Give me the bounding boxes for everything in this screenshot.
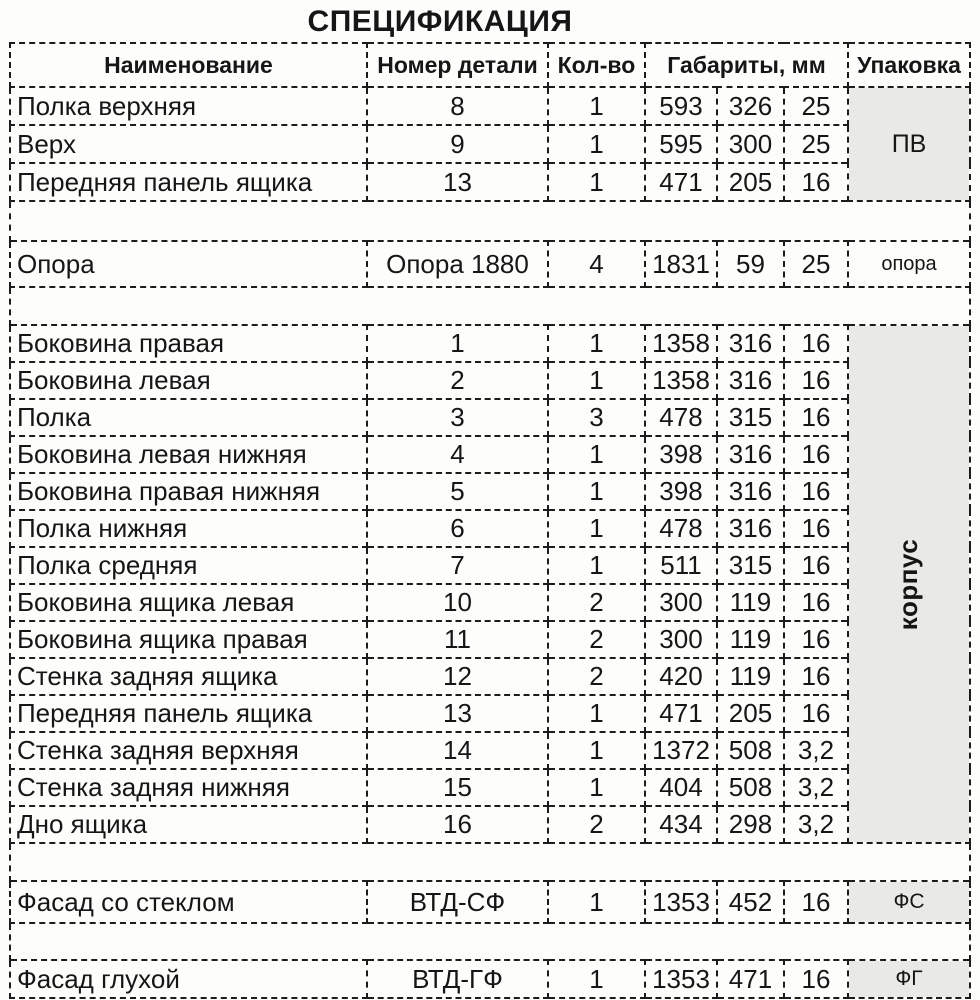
dim-width-cell: 298 — [717, 806, 784, 843]
dim-width-cell: 471 — [717, 960, 784, 998]
table-row — [10, 584, 970, 621]
part-number-cell: 12 — [367, 658, 548, 695]
dim-width-cell: 326 — [717, 87, 784, 125]
dim-thickness-cell: 16 — [784, 510, 848, 547]
dim-length-cell: 1831 — [645, 241, 717, 287]
table-row — [10, 125, 970, 163]
part-number-cell: 16 — [367, 806, 548, 843]
packaging-cell: ФГ — [848, 960, 970, 998]
spacer-cell — [10, 843, 970, 881]
quantity-cell: 2 — [548, 584, 645, 621]
name-cell: Фасад со стеклом — [10, 881, 367, 923]
name-cell: Боковина левая — [10, 362, 367, 399]
dim-width-cell: 316 — [717, 325, 784, 362]
page-title: СПЕЦИФИКАЦИЯ — [307, 5, 573, 38]
table-row — [10, 473, 970, 510]
table-row — [10, 769, 970, 806]
quantity-cell: 1 — [548, 769, 645, 806]
dim-width-cell: 316 — [717, 436, 784, 473]
dim-length-cell: 511 — [645, 547, 717, 584]
table-row — [10, 806, 970, 843]
table-row — [10, 510, 970, 547]
dim-width-cell: 316 — [717, 362, 784, 399]
spacer-row — [10, 843, 970, 881]
table-row — [10, 695, 970, 732]
dim-thickness-cell: 3,2 — [784, 806, 848, 843]
dim-length-cell: 300 — [645, 584, 717, 621]
header-row — [10, 43, 970, 87]
dim-length-cell: 398 — [645, 473, 717, 510]
quantity-cell: 1 — [548, 473, 645, 510]
quantity-cell: 1 — [548, 325, 645, 362]
specification-table — [9, 42, 971, 999]
table-row — [10, 621, 970, 658]
spacer-cell — [10, 287, 970, 325]
dim-thickness-cell: 25 — [784, 241, 848, 287]
name-cell: Передняя панель ящика — [10, 695, 367, 732]
dim-width-cell: 59 — [717, 241, 784, 287]
table-row — [10, 241, 970, 287]
quantity-cell: 1 — [548, 125, 645, 163]
dim-width-cell: 316 — [717, 473, 784, 510]
packaging-cell — [848, 325, 970, 843]
table-row — [10, 87, 970, 125]
name-cell: Полка верхняя — [10, 87, 367, 125]
part-number-cell: ВТД-СФ — [367, 881, 548, 923]
part-number-cell: 2 — [367, 362, 548, 399]
quantity-cell: 3 — [548, 399, 645, 436]
name-cell: Дно ящика — [10, 806, 367, 843]
quantity-cell: 1 — [548, 436, 645, 473]
dim-length-cell: 1358 — [645, 325, 717, 362]
dim-thickness-cell: 16 — [784, 547, 848, 584]
part-number-cell: 7 — [367, 547, 548, 584]
quantity-cell: 1 — [548, 695, 645, 732]
part-number-cell: 6 — [367, 510, 548, 547]
name-cell: Стенка задняя ящика — [10, 658, 367, 695]
dim-length-cell: 398 — [645, 436, 717, 473]
dim-length-cell: 471 — [645, 163, 717, 201]
dim-thickness-cell: 3,2 — [784, 732, 848, 769]
part-number-cell: 4 — [367, 436, 548, 473]
spacer-row — [10, 923, 970, 960]
part-number-cell: 11 — [367, 621, 548, 658]
header-quantity: Кол-во — [548, 43, 645, 87]
part-number-cell: 1 — [367, 325, 548, 362]
dim-length-cell: 1353 — [645, 960, 717, 998]
dim-width-cell: 315 — [717, 399, 784, 436]
part-number-cell: 13 — [367, 163, 548, 201]
quantity-cell: 2 — [548, 806, 645, 843]
table-row — [10, 436, 970, 473]
dim-length-cell: 593 — [645, 87, 717, 125]
quantity-cell: 1 — [548, 510, 645, 547]
dim-width-cell: 508 — [717, 732, 784, 769]
dim-thickness-cell: 16 — [784, 399, 848, 436]
name-cell: Стенка задняя нижняя — [10, 769, 367, 806]
dim-width-cell: 205 — [717, 163, 784, 201]
quantity-cell: 1 — [548, 362, 645, 399]
spacer-cell — [10, 201, 970, 241]
quantity-cell: 1 — [548, 87, 645, 125]
dim-width-cell: 508 — [717, 769, 784, 806]
part-number-cell: 10 — [367, 584, 548, 621]
dim-thickness-cell: 16 — [784, 621, 848, 658]
dim-thickness-cell: 16 — [784, 436, 848, 473]
dim-length-cell: 471 — [645, 695, 717, 732]
packaging-cell: ФС — [848, 881, 970, 923]
quantity-cell: 1 — [548, 163, 645, 201]
name-cell: Боковина ящика правая — [10, 621, 367, 658]
part-number-cell: 3 — [367, 399, 548, 436]
part-number-cell: 5 — [367, 473, 548, 510]
table-row — [10, 325, 970, 362]
packaging-cell: опора — [848, 241, 970, 287]
dim-length-cell: 1353 — [645, 881, 717, 923]
dim-width-cell: 300 — [717, 125, 784, 163]
name-cell: Фасад глухой — [10, 960, 367, 998]
part-number-cell: 14 — [367, 732, 548, 769]
header-name: Наименование — [10, 43, 367, 87]
table-row — [10, 658, 970, 695]
table-row — [10, 399, 970, 436]
dim-length-cell: 434 — [645, 806, 717, 843]
dim-thickness-cell: 16 — [784, 163, 848, 201]
packaging-cell: ПВ — [848, 87, 970, 201]
table-row — [10, 732, 970, 769]
table-row — [10, 163, 970, 201]
header-part-number: Номер детали — [367, 43, 548, 87]
name-cell: Полка — [10, 399, 367, 436]
dim-length-cell: 1372 — [645, 732, 717, 769]
dim-thickness-cell: 16 — [784, 584, 848, 621]
name-cell: Опора — [10, 241, 367, 287]
dim-thickness-cell: 16 — [784, 658, 848, 695]
part-number-cell: 13 — [367, 695, 548, 732]
name-cell: Передняя панель ящика — [10, 163, 367, 201]
quantity-cell: 1 — [548, 547, 645, 584]
dim-thickness-cell: 25 — [784, 125, 848, 163]
dim-thickness-cell: 16 — [784, 362, 848, 399]
dim-width-cell: 316 — [717, 510, 784, 547]
dim-width-cell: 315 — [717, 547, 784, 584]
dim-width-cell: 119 — [717, 584, 784, 621]
packaging-vertical-label: корпус — [893, 538, 924, 630]
part-number-cell: 15 — [367, 769, 548, 806]
header-packaging: Упаковка — [848, 43, 970, 87]
name-cell: Верх — [10, 125, 367, 163]
dim-thickness-cell: 16 — [784, 960, 848, 998]
table-row — [10, 960, 970, 998]
dim-thickness-cell: 3,2 — [784, 769, 848, 806]
dim-width-cell: 119 — [717, 658, 784, 695]
table-row — [10, 881, 970, 923]
dim-length-cell: 1358 — [645, 362, 717, 399]
quantity-cell: 1 — [548, 960, 645, 998]
name-cell: Боковина левая нижняя — [10, 436, 367, 473]
dim-length-cell: 478 — [645, 510, 717, 547]
table-row — [10, 547, 970, 584]
dim-thickness-cell: 16 — [784, 473, 848, 510]
name-cell: Стенка задняя верхняя — [10, 732, 367, 769]
table-row — [10, 362, 970, 399]
name-cell: Боковина правая нижняя — [10, 473, 367, 510]
dim-thickness-cell: 16 — [784, 695, 848, 732]
dim-thickness-cell: 16 — [784, 881, 848, 923]
name-cell: Полка нижняя — [10, 510, 367, 547]
part-number-cell: 8 — [367, 87, 548, 125]
dim-length-cell: 300 — [645, 621, 717, 658]
dim-thickness-cell: 25 — [784, 87, 848, 125]
spacer-cell — [10, 923, 970, 960]
dim-length-cell: 595 — [645, 125, 717, 163]
name-cell: Полка средняя — [10, 547, 367, 584]
dim-length-cell: 420 — [645, 658, 717, 695]
quantity-cell: 1 — [548, 881, 645, 923]
quantity-cell: 1 — [548, 732, 645, 769]
spacer-row — [10, 201, 970, 241]
part-number-cell: 9 — [367, 125, 548, 163]
quantity-cell: 2 — [548, 621, 645, 658]
dim-width-cell: 452 — [717, 881, 784, 923]
dim-width-cell: 205 — [717, 695, 784, 732]
part-number-cell: ВТД-ГФ — [367, 960, 548, 998]
dim-thickness-cell: 16 — [784, 325, 848, 362]
dim-length-cell: 404 — [645, 769, 717, 806]
quantity-cell: 2 — [548, 658, 645, 695]
spacer-row — [10, 287, 970, 325]
name-cell: Боковина ящика левая — [10, 584, 367, 621]
header-dimensions: Габариты, мм — [645, 43, 848, 87]
name-cell: Боковина правая — [10, 325, 367, 362]
quantity-cell: 4 — [548, 241, 645, 287]
part-number-cell: Опора 1880 — [367, 241, 548, 287]
dim-width-cell: 119 — [717, 621, 784, 658]
dim-length-cell: 478 — [645, 399, 717, 436]
